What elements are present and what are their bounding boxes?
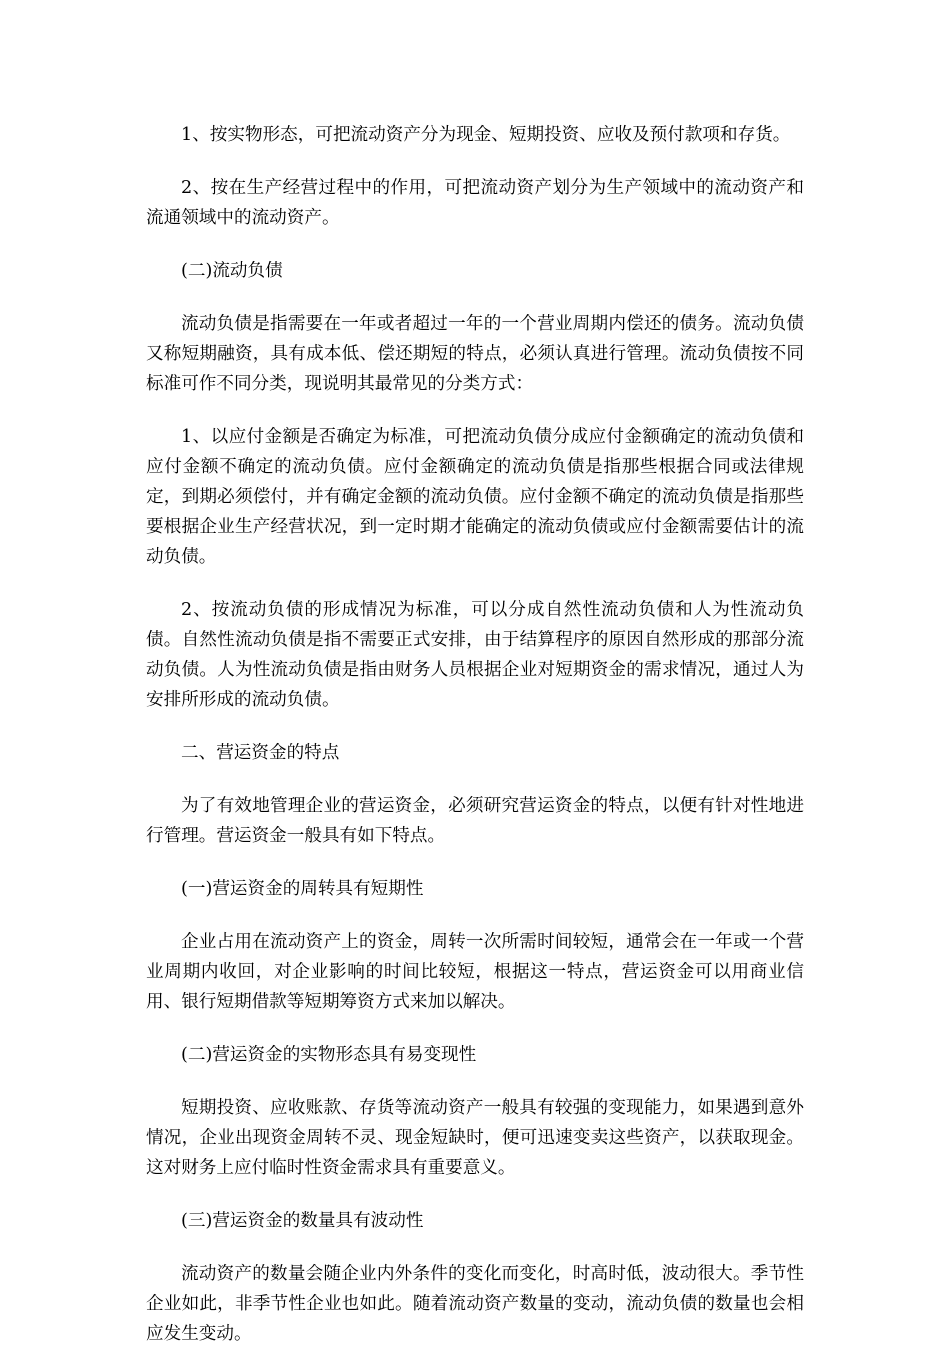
paragraph-liquidity: 短期投资、应收账款、存货等流动资产一般具有较强的变现能力，如果遇到意外情况，企业出现资金周转不灵、现金短缺时，便可迅速变卖这些资产，以获取现金。这对财务上应付临时性资金需求具有重要意义。 <box>146 1098 804 1178</box>
paragraph-volatility: 流动资产的数量会随企业内外条件的变化而变化，时高时低，波动很大。季节性企业如此，非季节性企业也如此。随着流动资产数量的变动，流动负债的数量也会相应发生变动。 <box>146 1264 804 1344</box>
paragraph-current-assets-by-form: 1、按实物形态，可把流动资产分为现金、短期投资、应收及预付款项和存货。 <box>181 125 791 145</box>
section-heading-current-liabilities: (二)流动负债 <box>181 261 283 281</box>
paragraph-liabilities-by-formation: 2、按流动负债的形成情况为标准，可以分成自然性流动负债和人为性流动负债。自然性流动负债是指不需要正式安排，由于结算程序的原因自然形成的那部分流动负债。人为性流动负债是指由财务人员根据企业对短期资金的需求情况，通过人为安排所形成的流动负债。 <box>146 600 804 710</box>
subheading-short-term-turnover: (一)营运资金的周转具有短期性 <box>181 879 424 899</box>
paragraph-working-capital-intro: 为了有效地管理企业的营运资金，必须研究营运资金的特点，以便有针对性地进行管理。营运资金一般具有如下特点。 <box>146 796 804 846</box>
paragraph-current-assets-by-role: 2、按在生产经营过程中的作用，可把流动资产划分为生产领域中的流动资产和流通领域中的流动资产。 <box>146 178 804 228</box>
paragraph-current-liabilities-definition: 流动负债是指需要在一年或者超过一年的一个营业周期内偿还的债务。流动负债又称短期融资，具有成本低、偿还期短的特点，必须认真进行管理。流动负债按不同标准可作不同分类，现说明其最常见的分类方式： <box>146 314 804 394</box>
paragraph-short-term-turnover: 企业占用在流动资产上的资金，周转一次所需时间较短，通常会在一年或一个营业周期内收回，对企业影响的时间比较短，根据这一特点，营运资金可以用商业信用、银行短期借款等短期筹资方式来加以解决。 <box>146 932 804 1012</box>
subheading-volatility: (三)营运资金的数量具有波动性 <box>181 1211 424 1231</box>
paragraph-liabilities-by-amount: 1、以应付金额是否确定为标准，可把流动负债分成应付金额确定的流动负债和应付金额不确定的流动负债。应付金额确定的流动负债是指那些根据合同或法律规定，到期必须偿付，并有确定金额的流动负债。应付金额不确定的流动负债是指那些要根据企业生产经营状况，到一定时期才能确定的流动负债或应付金额需要估计的流动负债。 <box>146 427 804 567</box>
section-heading-working-capital-features: 二、营运资金的特点 <box>181 743 340 763</box>
subheading-liquidity: (二)营运资金的实物形态具有易变现性 <box>181 1045 477 1065</box>
